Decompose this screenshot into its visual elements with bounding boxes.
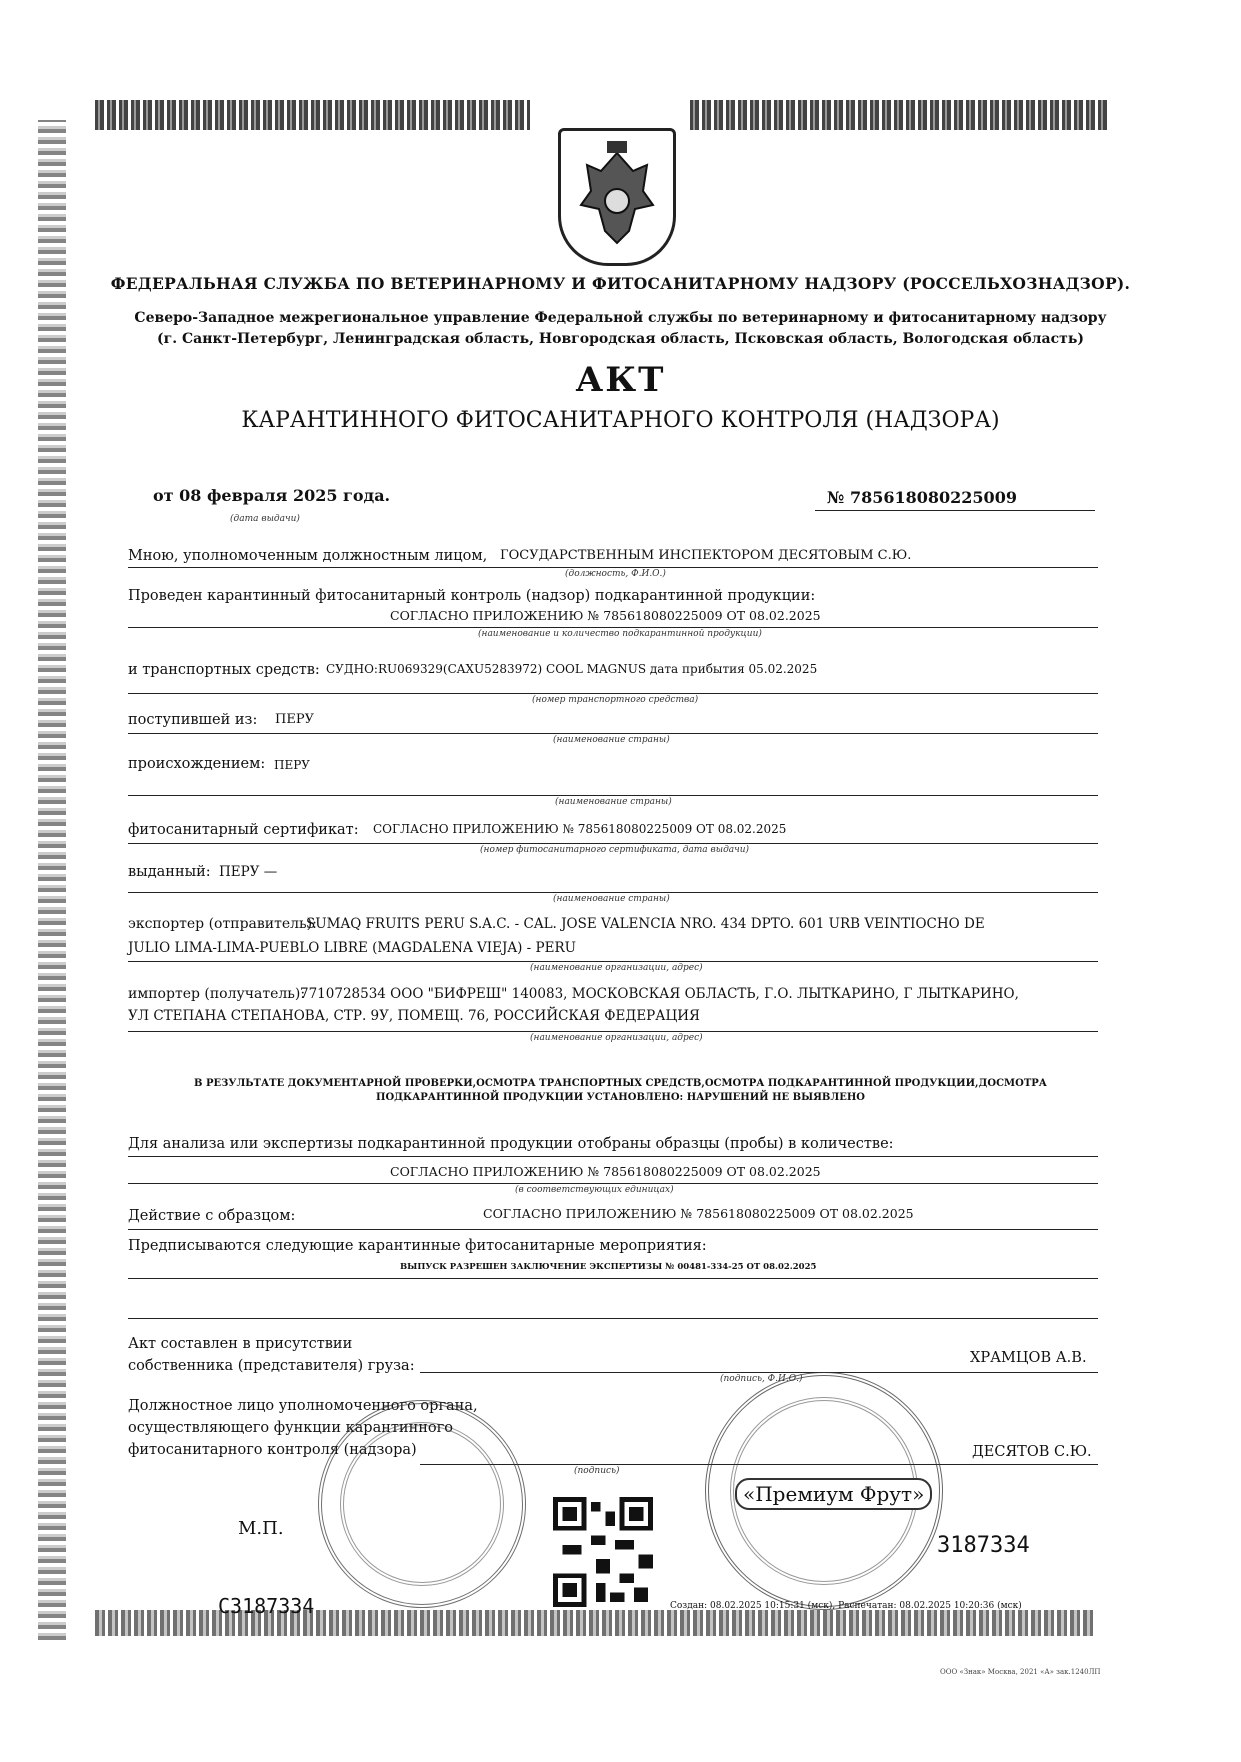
samples-caption: (в соответствующих единицах) [515, 1185, 674, 1195]
act-number: № 785618080225009 [827, 488, 1017, 507]
transport-value: СУДНО:RU069329(CAXU5283972) COOL MAGNUS дата прибытия 05.02.2025 [326, 662, 818, 676]
samples-label: Для анализа или экспертизы подкарантинной продукции отобраны образцы (пробы) в количестве: [128, 1136, 894, 1152]
transport-line [128, 693, 1098, 694]
issued-caption: (наименование страны) [553, 894, 670, 904]
control-label: Проведен карантинный фитосанитарный контроль (надзор) подкарантинной продукции: [128, 588, 816, 604]
importer-value-line-2: УЛ СТЕПАНА СТЕПАНОВА, СТР. 9У, ПОМЕЩ. 76, РОССИЙСКАЯ ФЕДЕРАЦИЯ [128, 1008, 700, 1024]
inspector-value: ГОСУДАРСТВЕННЫМ ИНСПЕКТОРОМ ДЕСЯТОВЫМ С.Ю. [500, 548, 912, 563]
origin-line [128, 795, 1098, 796]
agency-heading: ФЕДЕРАЛЬНАЯ СЛУЖБА ПО ВЕТЕРИНАРНОМУ И ФИТОСАНИТАРНОМУ НАДЗОРУ (РОССЕЛЬХОЗНАДЗОР). [110, 274, 1131, 293]
date-caption: (дата выдачи) [230, 514, 300, 524]
origin-caption: (наименование страны) [555, 797, 672, 807]
number-underline [815, 510, 1095, 511]
exporter-value-line-1: SUMAQ FRUITS PERU S.A.C. - CAL. JOSE VALENCIA NRO. 434 DPTO. 601 URB VEINTIOCHO DE [306, 916, 985, 932]
presence-label-1: Акт составлен в присутствии [128, 1336, 353, 1352]
certificate-label: фитосанитарный сертификат: [128, 822, 359, 838]
left-ornament-border [38, 120, 66, 1640]
measures-line-1 [128, 1278, 1098, 1279]
result-line-2: ПОДКАРАНТИННОЙ ПРОДУКЦИИ УСТАНОВЛЕНО: НАРУШЕНИЙ НЕ ВЫЯВЛЕНО [376, 1092, 865, 1103]
presence-label-2: собственника (представителя) груза: [128, 1358, 415, 1374]
issued-label: выданный: [128, 864, 211, 880]
samples-value-line [128, 1183, 1098, 1184]
owner-signature-line [420, 1372, 1098, 1373]
transport-caption: (номер транспортного средства) [532, 695, 699, 705]
owner-name: ХРАМЦОВ А.В. [970, 1350, 1087, 1366]
official-caption: (подпись) [574, 1466, 620, 1476]
certificate-caption: (номер фитосанитарного сертификата, дата выдачи) [480, 845, 750, 855]
exporter-value-line-2: JULIO LIMA-LIMA-PUEBLO LIBRE (MAGDALENA VIEJA) - PERU [128, 940, 577, 956]
sample-action-value: СОГЛАСНО ПРИЛОЖЕНИЮ № 785618080225009 ОТ 08.02.2025 [483, 1206, 914, 1221]
sample-action-label: Действие с образцом: [128, 1208, 296, 1224]
issued-value: ПЕРУ — [219, 864, 278, 880]
measures-line-2 [128, 1318, 1098, 1319]
samples-label-line [128, 1156, 1098, 1157]
result-line-1: В РЕЗУЛЬТАТЕ ДОКУМЕНТАРНОЙ ПРОВЕРКИ,ОСМОТРА ТРАНСПОРТНЫХ СРЕДСТВ,ОСМОТРА ПОДКАРАНТИННОЙ ПРОДУКЦИИ,ДОСМОТРА [194, 1078, 1047, 1089]
control-caption: (наименование и количество подкарантинной продукции) [478, 629, 762, 639]
importer-value-line-1: 7710728534 ООО "БИФРЕШ" 140083, МОСКОВСКАЯ ОБЛАСТЬ, Г.О. ЛЫТКАРИНО, Г ЛЫТКАРИНО, [300, 986, 1019, 1002]
printer-footer: ООО «Знак» Москва, 2021 «А» зак.1240ЛП [940, 1668, 1101, 1676]
certificate-value: СОГЛАСНО ПРИЛОЖЕНИЮ № 785618080225009 ОТ 08.02.2025 [373, 822, 787, 836]
act-title: АКТ [575, 360, 666, 400]
exporter-label: экспортер (отправитель): [128, 916, 317, 932]
top-left-ornament [95, 100, 530, 130]
coat-of-arms-icon [558, 128, 676, 266]
act-date: от 08 февраля 2025 года. [153, 486, 391, 505]
issued-line [128, 892, 1098, 893]
origin-label: происхождением: [128, 756, 266, 772]
control-value: СОГЛАСНО ПРИЛОЖЕНИЮ № 785618080225009 ОТ 08.02.2025 [390, 608, 821, 623]
importer-label: импортер (получатель): [128, 986, 306, 1002]
company-stamp-text: «Премиум Фрут» [735, 1478, 932, 1510]
control-line [128, 627, 1098, 628]
from-line [128, 733, 1098, 734]
certificate-line [128, 843, 1098, 844]
created-printed-line: Создан: 08.02.2025 10:15:31 (мск), Распечатан: 08.02.2025 10:20:36 (мск) [670, 1601, 1022, 1611]
official-label-1: Должностное лицо уполномоченного органа, [128, 1398, 478, 1414]
measures-value: ВЫПУСК РАЗРЕШЕН ЗАКЛЮЧЕНИЕ ЭКСПЕРТИЗЫ № 00481-334-25 ОТ 08.02.2025 [400, 1262, 817, 1272]
department-line-2: (г. Санкт-Петербург, Ленинградская область, Новгородская область, Псковская область, Вологодская область) [157, 331, 1084, 347]
official-label-2: осуществляющего функции карантинного [128, 1420, 453, 1436]
origin-value: ПЕРУ [274, 758, 310, 772]
inspector-label: Мною, уполномоченным должностным лицом, [128, 548, 488, 564]
measures-label: Предписываются следующие карантинные фитосанитарные мероприятия: [128, 1238, 707, 1254]
inspector-caption: (должность, Ф.И.О.) [565, 569, 666, 579]
importer-line [128, 1031, 1098, 1032]
samples-value: СОГЛАСНО ПРИЛОЖЕНИЮ № 785618080225009 ОТ 08.02.2025 [390, 1164, 821, 1179]
official-label-3: фитосанитарного контроля (надзора) [128, 1442, 417, 1458]
official-seal-inner-ring [340, 1422, 504, 1586]
inspector-line [128, 567, 1098, 568]
form-number-left: С3187334 [218, 1594, 315, 1618]
from-value: ПЕРУ [275, 712, 314, 727]
owner-caption: (подпись, Ф.И.О.) [720, 1374, 803, 1384]
official-name: ДЕСЯТОВ С.Ю. [972, 1444, 1092, 1460]
importer-caption: (наименование организации, адрес) [530, 1033, 703, 1043]
exporter-line [128, 961, 1098, 962]
exporter-caption: (наименование организации, адрес) [530, 963, 703, 973]
department-line-1: Северо-Западное межрегиональное управление Федеральной службы по ветеринарному и фитосанитарному надзору [134, 310, 1107, 326]
qr-code-icon [553, 1497, 653, 1607]
act-subtitle: КАРАНТИННОГО ФИТОСАНИТАРНОГО КОНТРОЛЯ (НАДЗОРА) [241, 408, 1000, 433]
transport-label: и транспортных средств: [128, 662, 320, 678]
from-label: поступившей из: [128, 712, 258, 728]
form-number-right: 3187334 [937, 1533, 1030, 1558]
sample-action-line [128, 1229, 1098, 1230]
top-right-ornament [690, 100, 1110, 130]
seal-place-mark: М.П. [238, 1518, 284, 1539]
from-caption: (наименование страны) [553, 735, 670, 745]
